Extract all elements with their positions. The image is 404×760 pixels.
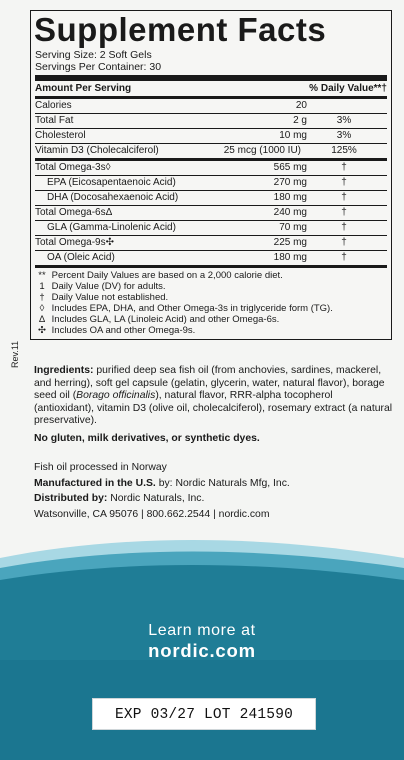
expiration-lot-box: EXP 03/27 LOT 241590 <box>92 698 316 730</box>
revision-code: Rev.11 <box>10 340 20 368</box>
footnote-symbol: ** <box>38 270 46 281</box>
footnote-text: Includes EPA, DHA, and Other Omega-3s in triglyceride form (TG). <box>51 303 333 314</box>
footnote <box>35 303 387 314</box>
footnote-text: Percent Daily Values are based on a 2,000 calorie diet. <box>51 270 283 281</box>
nutrient-name: GLA (Gamma-Linolenic Acid) <box>47 222 176 233</box>
footnote-text: Daily Value (DV) for adults. <box>51 281 166 292</box>
nutrient-amount: 225 mg <box>273 237 307 248</box>
nutrient-dv: 125% <box>331 145 357 156</box>
ingredients-text-1: purified deep sea fish oil (from anchovies, sardines, mackerel, and herring), soft gel capsule (gelatin, glycerin, water, natural flavor), borage seed oil ( <box>34 365 385 402</box>
facts-row-oa <box>35 250 387 265</box>
footnotes <box>35 268 387 339</box>
facts-row-gla <box>35 220 387 235</box>
footnote-text: Daily Value not established. <box>51 292 169 303</box>
facts-header-row <box>35 81 387 96</box>
nutrient-amount: 270 mg <box>273 177 307 188</box>
nutrient-amount: 70 mg <box>279 222 307 233</box>
manufacturer-info <box>34 460 290 522</box>
nutrient-amount: 180 mg <box>273 192 307 203</box>
nutrient-name: OA (Oleic Acid) <box>47 252 115 263</box>
footnote-symbol: ✣ <box>38 325 46 336</box>
nutrient-name: EPA (Eicosapentaenoic Acid) <box>47 177 176 188</box>
footnote-symbol: Δ <box>38 314 46 325</box>
amount-per-serving-header: Amount Per Serving <box>35 83 132 94</box>
nutrient-amount: 25 mcg (1000 IU) <box>223 145 301 156</box>
serving-size: Serving Size: 2 Soft Gels <box>35 49 152 61</box>
footnote-symbol: ◊ <box>39 303 45 314</box>
nutrient-dv: † <box>341 177 347 188</box>
servings-per-container: Servings Per Container: 30 <box>35 61 162 73</box>
nutrient-dv: † <box>341 192 347 203</box>
footnote <box>35 314 387 325</box>
facts-row-total-omega-3s <box>35 161 387 175</box>
facts-row-total-omega-6s <box>35 205 387 220</box>
footnote <box>35 325 387 336</box>
facts-row-total-fat <box>35 113 387 128</box>
manufactured-label: Manufactured in the U.S. <box>34 477 156 489</box>
footnote-text: Includes OA and other Omega-9s. <box>51 325 196 336</box>
nutrient-name: Total Fat <box>35 115 74 126</box>
nutrient-name: Vitamin D3 (Cholecalciferol) <box>35 145 159 156</box>
nutrient-dv: † <box>341 222 347 233</box>
nutrient-name: Total Omega-3s◊ <box>35 162 111 173</box>
nutrient-dv: 3% <box>336 115 352 126</box>
supplement-facts-panel <box>30 10 392 340</box>
nutrient-dv: 3% <box>336 130 352 141</box>
learn-more-text: Learn more at <box>148 622 256 639</box>
ingredients-text-2: ), natural flavor, RRR-alpha tocopherol (antioxidant), vitamin D3 (olive oil, cholecalciferol), rosemary extract (a natural preservative). <box>34 390 393 427</box>
allergen-statement: No gluten, milk derivatives, or synthetic dyes. <box>34 433 260 444</box>
manufactured-line <box>34 476 290 492</box>
nutrient-name: Total Omega-9s✣ <box>35 237 114 248</box>
footnote-text: Includes GLA, LA (Linoleic Acid) and other Omega-6s. <box>51 314 280 325</box>
footnote-symbol: † <box>39 292 45 303</box>
facts-row-epa <box>35 175 387 190</box>
daily-value-header: % Daily Value**† <box>309 83 387 94</box>
footnote <box>35 292 387 303</box>
website-link[interactable]: nordic.com <box>148 640 256 661</box>
ingredients-paragraph <box>34 365 394 428</box>
nutrient-amount: 240 mg <box>273 207 307 218</box>
ingredients-italic: Borago officinalis <box>76 390 156 402</box>
nutrient-amount: 565 mg <box>273 162 307 173</box>
processed-origin: Fish oil processed in Norway <box>34 462 167 473</box>
supplement-facts-title: Supplement Facts <box>34 11 327 48</box>
nutrient-name: DHA (Docosahexaenoic Acid) <box>47 192 179 203</box>
facts-row-cholesterol <box>35 128 387 143</box>
facts-row-dha <box>35 190 387 205</box>
distributed-label: Distributed by: <box>34 493 108 505</box>
facts-row-calories <box>35 99 387 113</box>
distributed-line <box>34 491 290 507</box>
footnote <box>35 270 387 281</box>
nutrient-amount: 20 <box>295 100 307 111</box>
address-line: Watsonville, CA 95076 | 800.662.2544 | nordic.com <box>34 508 270 520</box>
footnote-symbol: 1 <box>39 281 45 292</box>
nutrient-amount: 2 g <box>293 115 307 126</box>
nutrient-dv: † <box>341 162 347 173</box>
nutrient-amount: 180 mg <box>273 252 307 263</box>
nutrient-dv: † <box>341 237 347 248</box>
nutrient-amount: 10 mg <box>279 130 307 141</box>
facts-row-total-omega-9s <box>35 235 387 250</box>
nutrient-name: Cholesterol <box>35 130 86 141</box>
nutrient-dv: † <box>341 252 347 263</box>
manufactured-text: by: Nordic Naturals Mfg, Inc. <box>155 477 290 489</box>
nutrient-dv: † <box>341 207 347 218</box>
facts-row-vitamin-d3 <box>35 143 387 158</box>
nutrient-name: Calories <box>35 100 72 111</box>
distributed-text: Nordic Naturals, Inc. <box>107 493 205 505</box>
nutrient-name: Total Omega-6sΔ <box>35 207 113 218</box>
ingredients-label: Ingredients: <box>34 365 94 376</box>
footnote <box>35 281 387 292</box>
